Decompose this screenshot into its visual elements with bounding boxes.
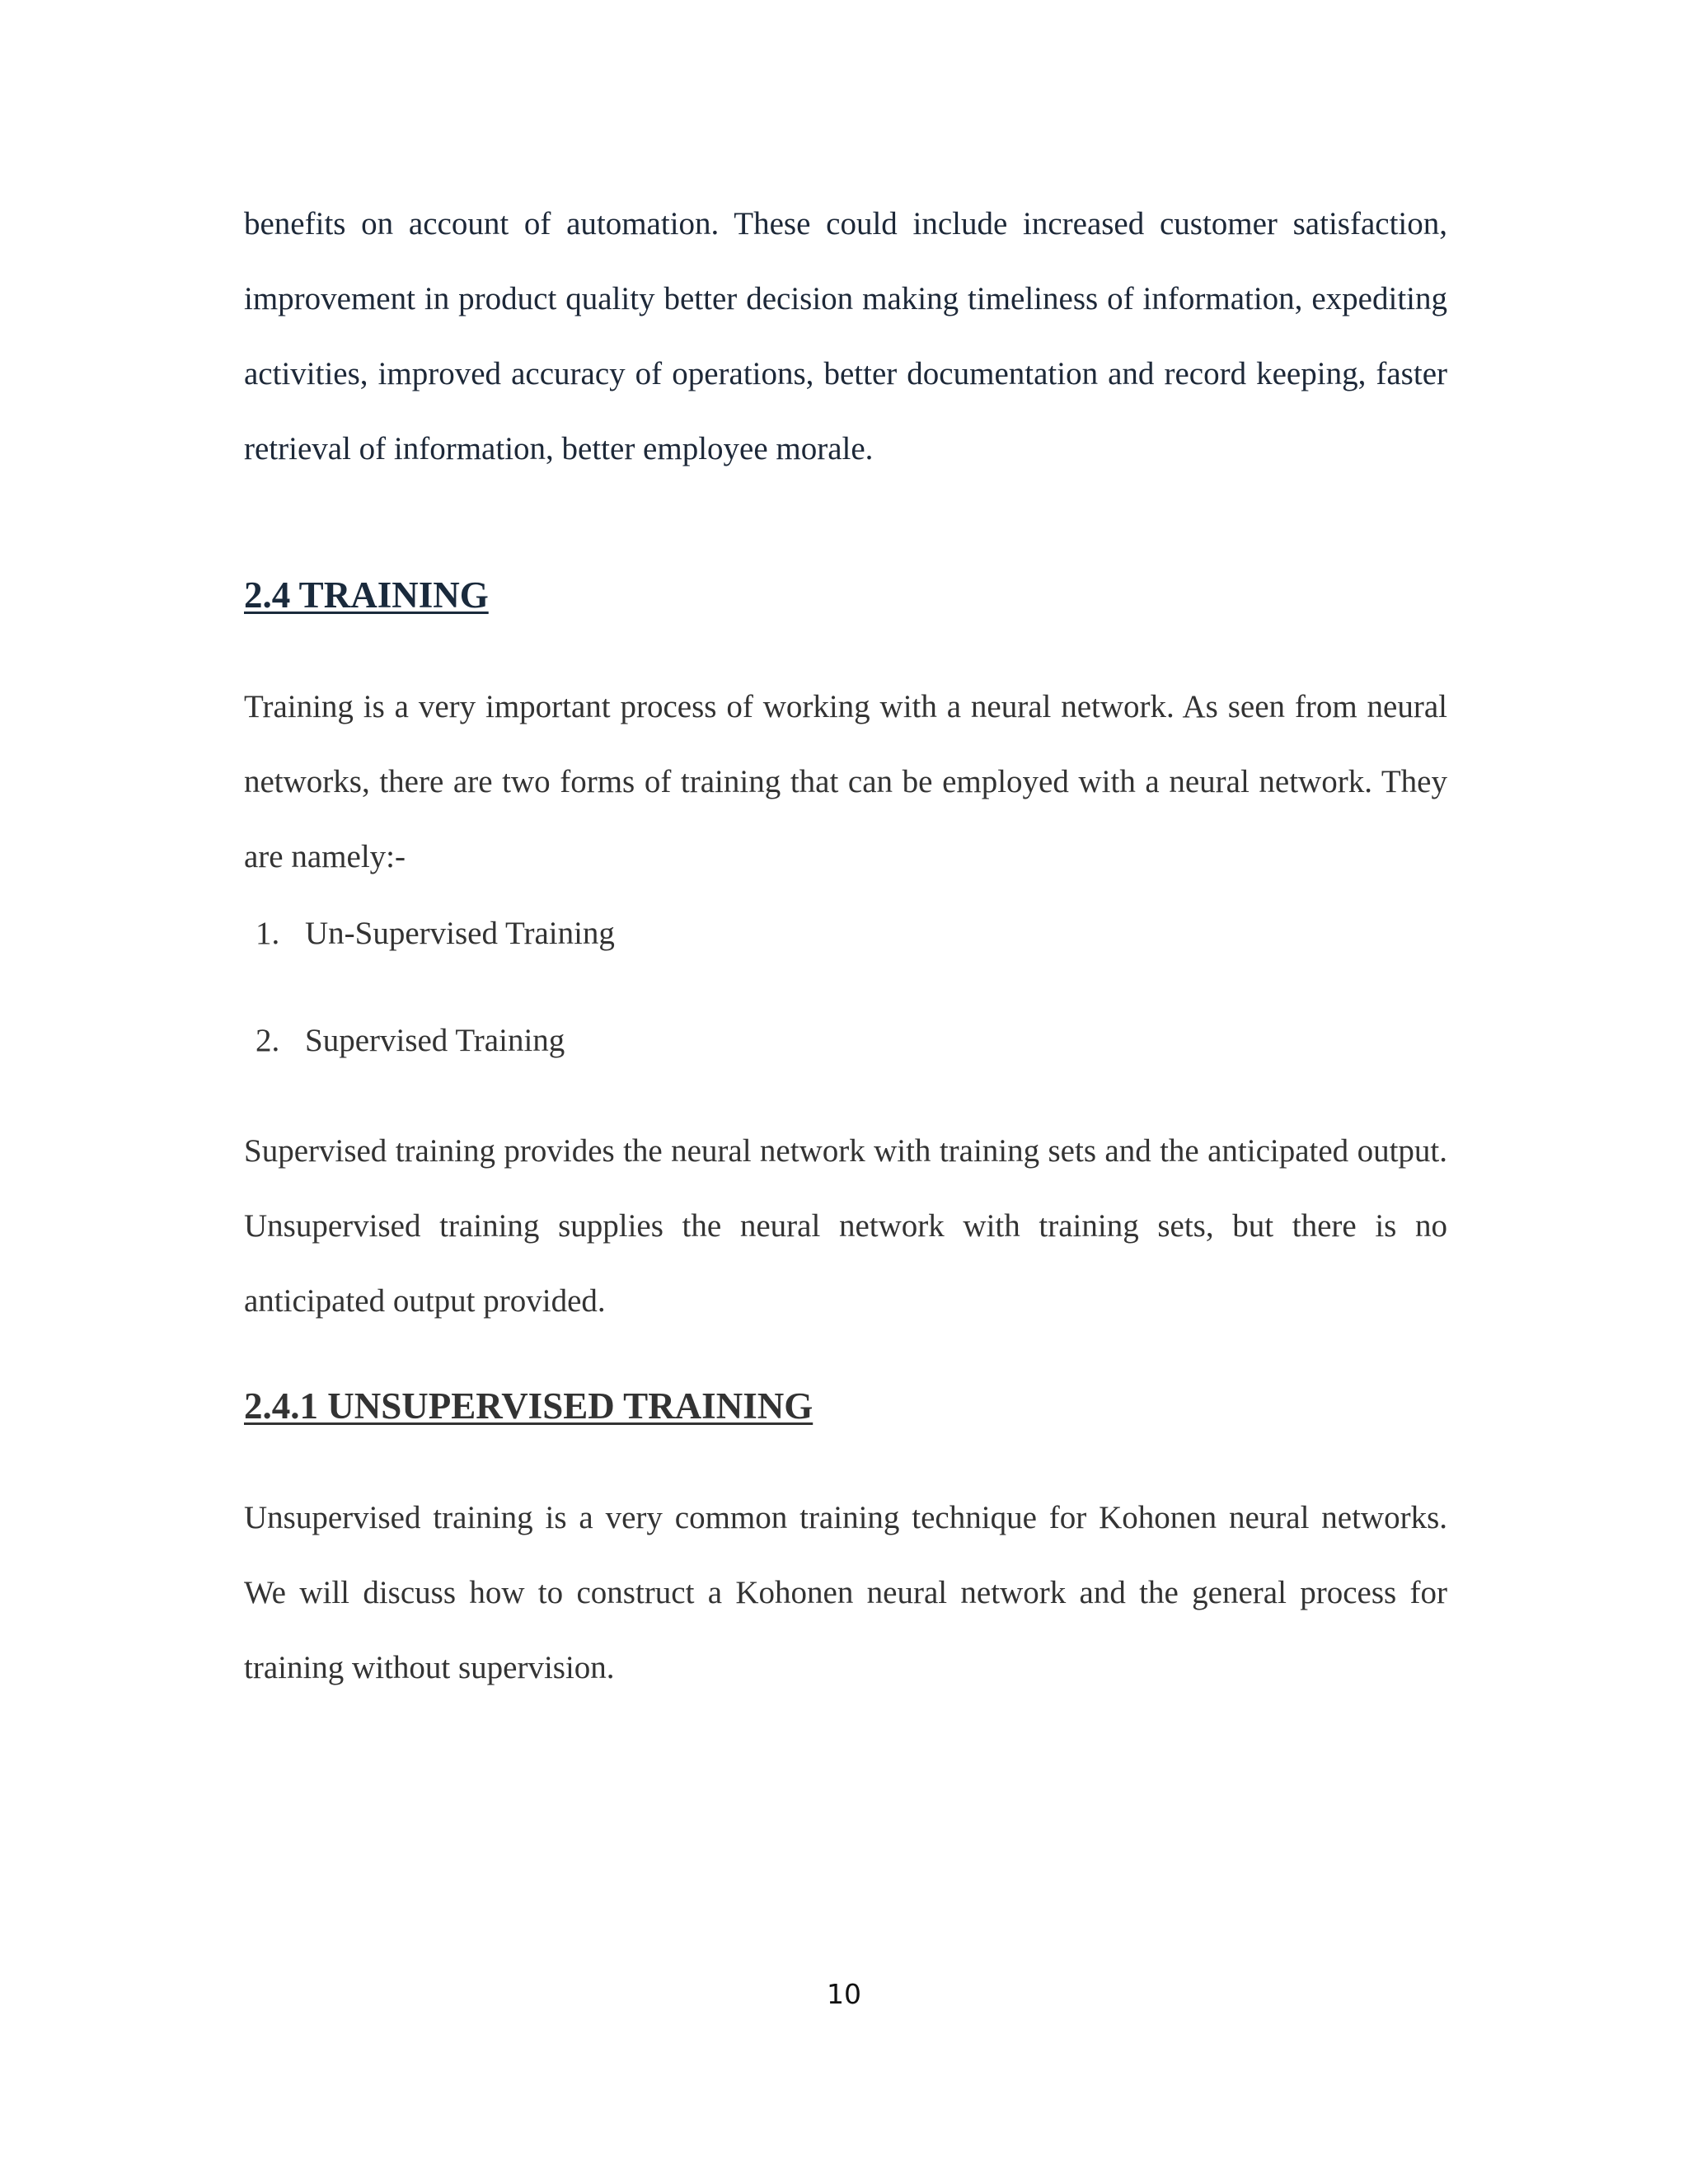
page-number: 10 [827, 1978, 861, 2010]
list-item-label: Supervised Training [305, 1023, 565, 1058]
list-item-number: 1. [256, 916, 280, 951]
comparison-paragraph: Supervised training provides the neural network with training sets and the anticipated output. Unsupervised training supplies the neural network with training sets, but there is no anticipated output provided. [244, 1133, 1447, 1319]
list-item-number: 2. [256, 1023, 280, 1058]
list-item [244, 1016, 1447, 1066]
training-intro-paragraph: Training is a very important process of working with a neural network. As seen from neural networks, there are two forms of training that can be employed with a neural network. They are namely:- [244, 689, 1447, 874]
list-item-label: Un-Supervised Training [305, 916, 615, 951]
section-heading-training: 2.4 TRAINING [244, 574, 489, 616]
unsupervised-paragraph: Unsupervised training is a very common training technique for Kohonen neural networks. We will discuss how to construct a Kohonen neural network and the general process for training without supervision. [244, 1500, 1447, 1685]
list-item [244, 909, 1447, 958]
intro-paragraph: benefits on account of automation. These could include increased customer satisfaction, improvement in product quality better decision making timeliness of information, expediting activities, improved accuracy of operations, better documentation and record keeping, faster retrieval of information, better employee morale. [244, 206, 1447, 466]
subsection-heading-unsupervised: 2.4.1 UNSUPERVISED TRAINING [244, 1385, 814, 1427]
page-content [244, 186, 1447, 1705]
training-types-list [244, 909, 1447, 1066]
